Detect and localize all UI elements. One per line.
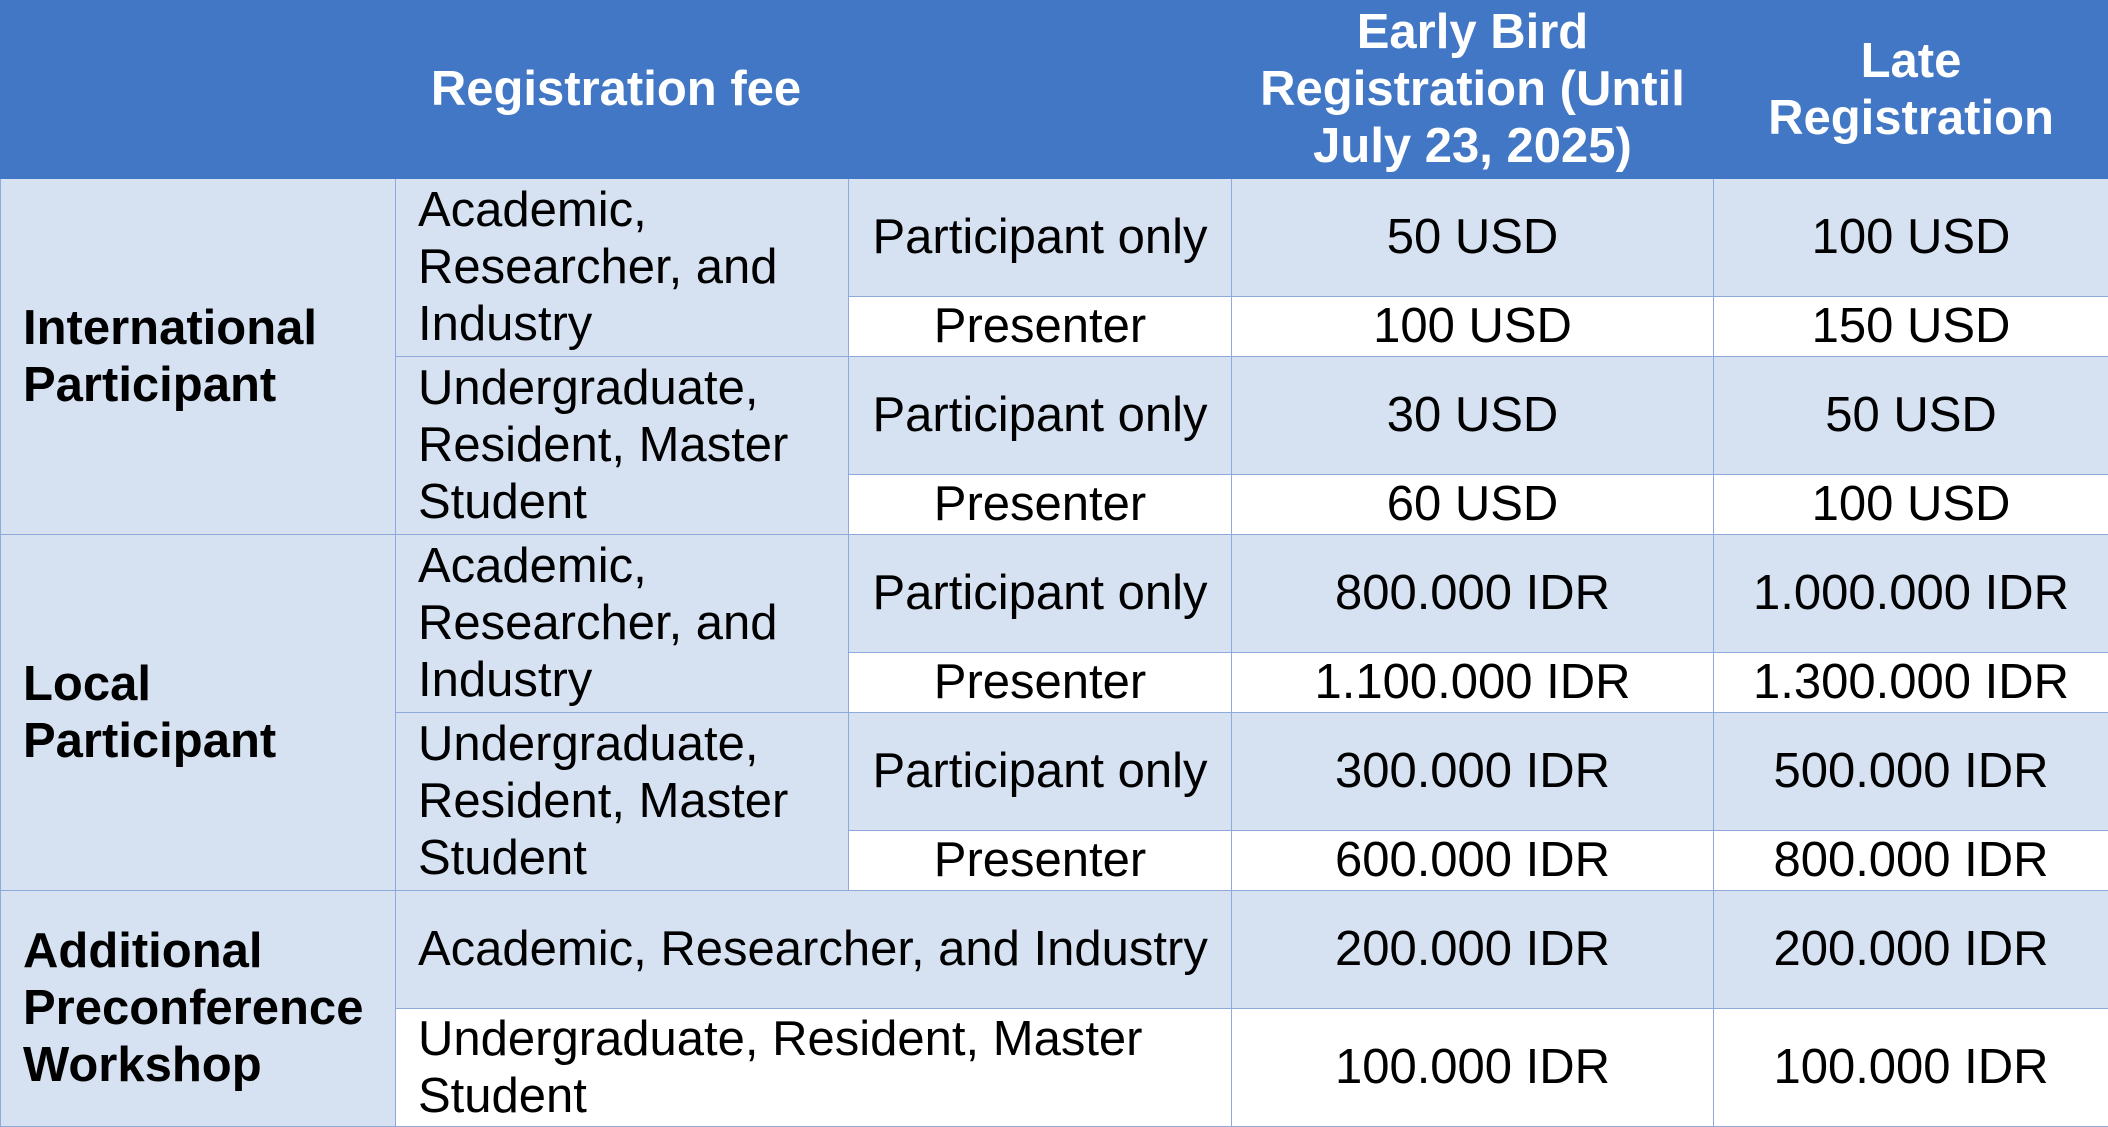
header-late-registration: Late Registration	[1714, 1, 2108, 179]
table-row	[1, 891, 2108, 1009]
late-price: 100 USD	[1714, 475, 2108, 535]
early-price: 50 USD	[1232, 179, 1714, 297]
late-price: 200.000 IDR	[1714, 891, 2108, 1009]
group-workshop: Additional Preconference Workshop	[1, 891, 396, 1127]
early-price: 600.000 IDR	[1232, 831, 1714, 891]
category-label: Undergraduate, Resident, Master Student	[396, 357, 849, 535]
role-label: Presenter	[849, 297, 1232, 357]
role-label: Participant only	[849, 357, 1232, 475]
group-international: International Participant	[1, 179, 396, 535]
role-label: Presenter	[849, 653, 1232, 713]
category-label: Academic, Researcher, and Industry	[396, 891, 1232, 1009]
role-label: Presenter	[849, 831, 1232, 891]
role-label: Participant only	[849, 179, 1232, 297]
category-label: Undergraduate, Resident, Master Student	[396, 713, 849, 891]
early-price: 30 USD	[1232, 357, 1714, 475]
header-registration-fee: Registration fee	[1, 1, 1232, 179]
early-price: 800.000 IDR	[1232, 535, 1714, 653]
header-row	[1, 1, 2108, 179]
role-label: Participant only	[849, 535, 1232, 653]
table-row	[1, 179, 2108, 297]
late-price: 150 USD	[1714, 297, 2108, 357]
category-label: Undergraduate, Resident, Master Student	[396, 1009, 1232, 1127]
early-price: 300.000 IDR	[1232, 713, 1714, 831]
header-early-bird: Early Bird Registration (Until July 23, 2025)	[1232, 1, 1714, 179]
category-label: Academic, Researcher, and Industry	[396, 179, 849, 357]
late-price: 100 USD	[1714, 179, 2108, 297]
late-price: 1.000.000 IDR	[1714, 535, 2108, 653]
early-price: 200.000 IDR	[1232, 891, 1714, 1009]
early-price: 60 USD	[1232, 475, 1714, 535]
late-price: 100.000 IDR	[1714, 1009, 2108, 1127]
category-label: Academic, Researcher, and Industry	[396, 535, 849, 713]
late-price: 500.000 IDR	[1714, 713, 2108, 831]
role-label: Presenter	[849, 475, 1232, 535]
group-local: Local Participant	[1, 535, 396, 891]
late-price: 800.000 IDR	[1714, 831, 2108, 891]
early-price: 1.100.000 IDR	[1232, 653, 1714, 713]
late-price: 1.300.000 IDR	[1714, 653, 2108, 713]
early-price: 100 USD	[1232, 297, 1714, 357]
early-price: 100.000 IDR	[1232, 1009, 1714, 1127]
late-price: 50 USD	[1714, 357, 2108, 475]
table-row	[1, 535, 2108, 653]
role-label: Participant only	[849, 713, 1232, 831]
